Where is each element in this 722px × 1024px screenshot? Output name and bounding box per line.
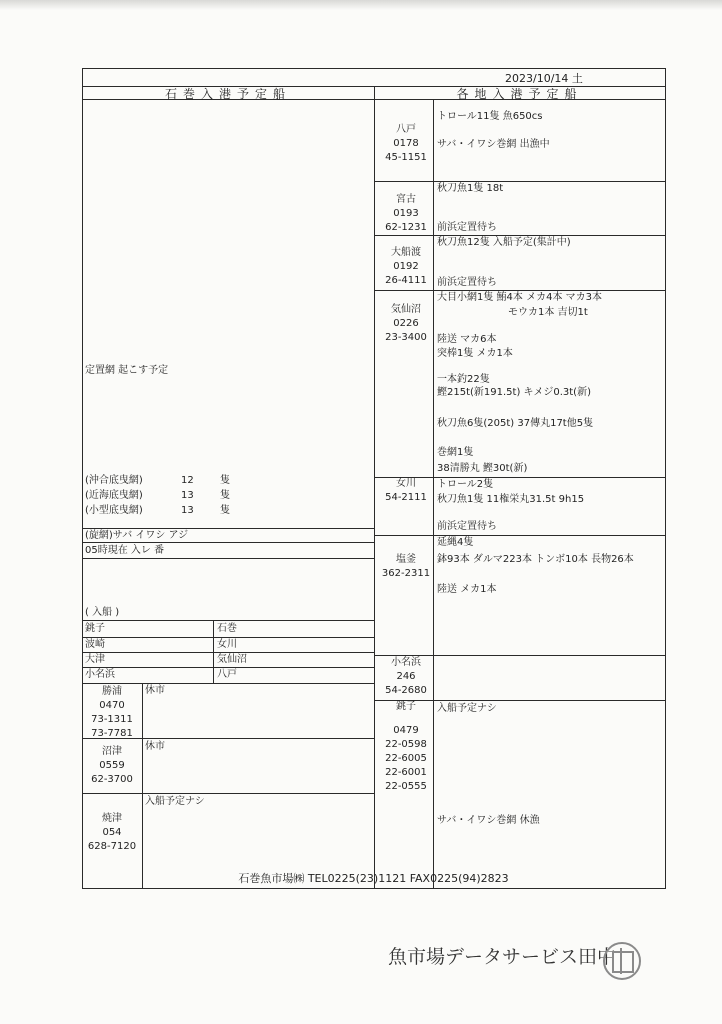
port-right: 八戸 <box>217 669 237 680</box>
port-name: 女川 <box>396 478 416 489</box>
port-choshi <box>373 700 439 794</box>
catch-line: 前浜定置待ち <box>437 222 497 233</box>
catch-line: サバ・イワシ巻網 出漁中 <box>437 139 550 150</box>
port-phone: 54-2680 <box>385 685 427 696</box>
port-right: 女川 <box>217 639 237 650</box>
trawl-unit: 隻 <box>220 475 230 486</box>
catch-line: モウカ1本 吉切1t <box>508 307 588 318</box>
catch-line: 鉢93本 ダルマ223本 トンボ10本 長物26本 <box>437 554 634 565</box>
market-note: 入船予定ナシ <box>145 796 205 807</box>
market-phone: 0470 <box>99 700 125 711</box>
market-name: 勝浦 <box>102 686 122 697</box>
catch-line: 入船予定ナシ <box>437 703 497 714</box>
port-phone: 54-2111 <box>385 492 427 503</box>
port-kesennuma <box>373 303 439 345</box>
port-right: 石巻 <box>217 623 237 634</box>
catch-line: 巻網1隻 <box>437 447 474 458</box>
trawl-label: (近海底曳網) <box>85 490 143 501</box>
catch-line: 秋刀魚1隻 11権栄丸31.5t 9h15 <box>437 494 585 505</box>
catch-line: 一本釣22隻 <box>437 374 490 385</box>
catch-line: 陸送 マカ6本 <box>437 334 497 345</box>
scan-edge <box>0 0 722 10</box>
port-name: 小名浜 <box>391 657 421 668</box>
catch-line: 前浜定置待ち <box>437 277 497 288</box>
port-phone: 23-3400 <box>385 332 427 343</box>
personal-seal <box>603 942 641 980</box>
port-left: 小名浜 <box>85 669 115 680</box>
catch-line: 秋刀魚12隻 入船予定(集計中) <box>437 237 571 248</box>
market-note: 休市 <box>145 741 165 752</box>
port-miyako <box>373 193 439 235</box>
trawl-count: 13 <box>181 490 194 501</box>
port-left: 波崎 <box>85 639 105 650</box>
catch-line: トロール2隻 <box>437 479 494 490</box>
market-phone: 0559 <box>99 760 125 771</box>
port-phone: 0178 <box>393 138 419 149</box>
market-name: 沼津 <box>102 746 122 757</box>
catch-line: トロール11隻 魚650cs <box>437 111 543 122</box>
port-phone: 0192 <box>393 261 419 272</box>
port-right: 気仙沼 <box>217 654 247 665</box>
port-name: 銚子 <box>396 701 416 712</box>
market-phone: 054 <box>102 827 122 838</box>
market-phone: 73-7781 <box>91 728 133 739</box>
port-phone: 22-6001 <box>385 767 427 778</box>
port-name: 気仙沼 <box>391 304 421 315</box>
handwritten-signature: 魚市場データサービス田中 <box>388 946 617 968</box>
port-name: 八戸 <box>396 124 416 135</box>
port-onagawa <box>373 477 439 505</box>
port-phone: 0193 <box>393 208 419 219</box>
port-shiogama <box>373 553 439 581</box>
catch-line: 秋刀魚1隻 18t <box>437 183 504 194</box>
catch-line: 突棒1隻 メカ1本 <box>437 348 513 359</box>
catch-line: 大目小網1隻 鮪4本 メカ4本 マカ3本 <box>437 292 602 303</box>
port-name: 大船渡 <box>391 247 421 258</box>
port-phone: 0226 <box>393 318 419 329</box>
catch-line: サバ・イワシ巻網 休漁 <box>437 815 540 826</box>
port-phone: 62-1231 <box>385 222 427 233</box>
port-name: 塩釜 <box>396 554 416 565</box>
trawl-label: (小型底曳網) <box>85 505 143 516</box>
catch-line: 秋刀魚6隻(205t) 37傳丸17t他5隻 <box>437 418 594 429</box>
port-ofunato <box>373 246 439 288</box>
port-left: 銚子 <box>85 623 105 634</box>
port-phone: 26-4111 <box>385 275 427 286</box>
market-yaizu <box>82 812 142 854</box>
port-phone: 0479 <box>393 725 419 736</box>
port-phone: 45-1151 <box>385 152 427 163</box>
port-phone: 22-0555 <box>385 781 427 792</box>
trawl-count: 13 <box>181 505 194 516</box>
makiami-note: (旋網)サバ イワシ アジ <box>85 530 189 541</box>
trawl-count: 12 <box>181 475 194 486</box>
port-phone: 362-2311 <box>381 568 431 579</box>
catch-line: 陸送 メカ1本 <box>437 584 497 595</box>
trawl-unit: 隻 <box>220 490 230 501</box>
landing-status: 05時現在 入レ 番 <box>85 545 165 556</box>
market-phone: 62-3700 <box>91 774 133 785</box>
nyusen-title: ( 入船 ) <box>85 607 120 618</box>
port-phone: 22-6005 <box>385 753 427 764</box>
catch-line: 前浜定置待ち <box>437 521 497 532</box>
catch-line: 鰹215t(新191.5t) キメジ0.3t(新) <box>437 387 591 398</box>
catch-line: 38清勝丸 鰹30t(新) <box>437 463 528 474</box>
teichi-note: 定置網 起こす予定 <box>85 365 169 376</box>
port-phone: 22-0598 <box>385 739 427 750</box>
port-phone: 246 <box>396 671 416 682</box>
port-onahama <box>373 656 439 698</box>
market-phone: 73-1311 <box>91 714 133 725</box>
market-katsuura <box>82 685 142 741</box>
catch-line: 延縄4隻 <box>437 537 474 548</box>
market-contact: 石巻魚市場㈱ TEL0225(23)1121 FAX0225(94)2823 <box>238 872 509 885</box>
report-date: 2023/10/14 土 <box>505 72 583 85</box>
ishinomaki-title: 石巻入港予定船 <box>164 87 291 101</box>
port-left: 大津 <box>85 654 105 665</box>
market-note: 休市 <box>145 685 165 696</box>
port-hachinohe <box>373 123 439 165</box>
port-name: 宮古 <box>396 194 416 205</box>
regional-title: 各地入港予定船 <box>456 87 583 101</box>
trawl-unit: 隻 <box>220 505 230 516</box>
market-name: 焼津 <box>102 813 122 824</box>
trawl-label: (沖合底曳網) <box>85 475 143 486</box>
market-phone: 628-7120 <box>87 841 137 852</box>
market-numazu <box>82 745 142 787</box>
